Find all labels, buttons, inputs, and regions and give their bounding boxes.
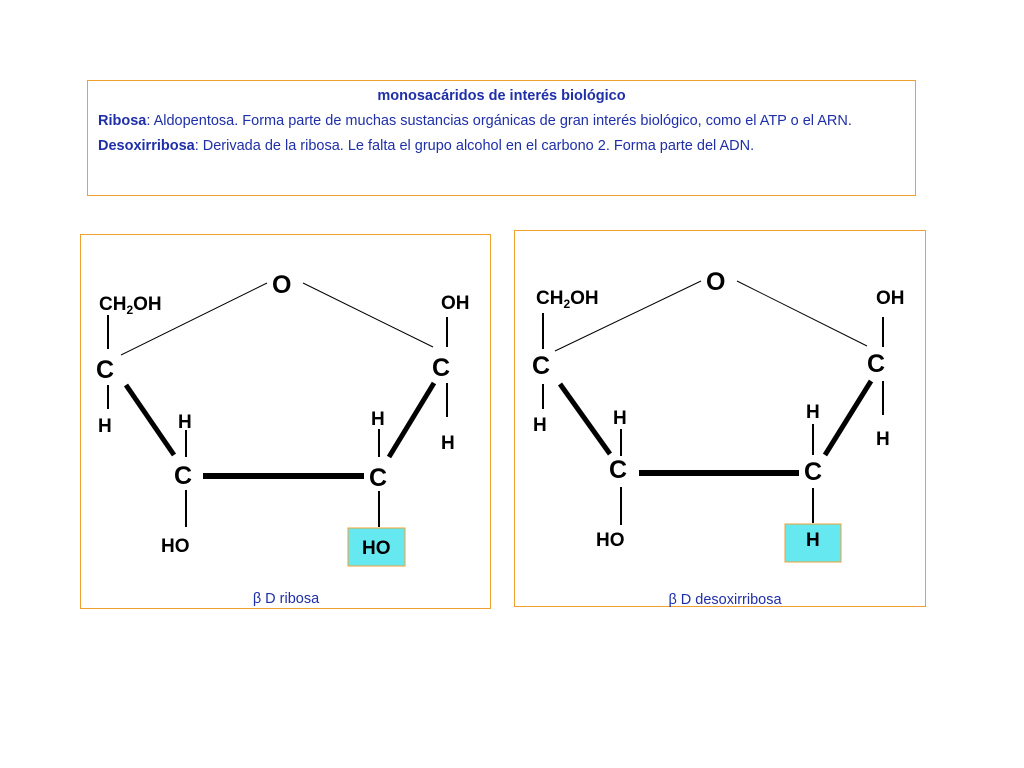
c2-hydrogen: H xyxy=(806,402,820,423)
desoxirribosa-term: Desoxirribosa xyxy=(98,138,195,154)
carbon-c3: C xyxy=(174,462,193,490)
ribosa-description xyxy=(98,112,905,131)
ring-oxygen: O xyxy=(706,268,726,296)
bond-c4-c3 xyxy=(560,384,610,454)
carbon-c4: C xyxy=(532,352,551,380)
info-title: monosacáridos de interés biológico xyxy=(377,88,626,104)
bond-c2-c1 xyxy=(389,383,434,457)
ribosa-term: Ribosa xyxy=(98,113,147,129)
bond-c2-c1 xyxy=(825,381,871,455)
c3-hydrogen: H xyxy=(178,412,192,433)
ribose-caption: β D ribosa xyxy=(252,591,320,607)
c2-hydrogen-substituent: H xyxy=(806,530,820,551)
c3-hydroxyl: HO xyxy=(596,530,625,551)
carbon-c2: C xyxy=(804,458,823,486)
desoxirribosa-description xyxy=(98,137,905,156)
c1-hydrogen: H xyxy=(876,429,890,450)
c3-hydroxyl: HO xyxy=(161,536,190,557)
c1-hydrogen: H xyxy=(441,433,455,454)
desoxirribosa-text: : Derivada de la ribosa. Le falta el grupo alcohol en el carbono 2. Forma parte del ADN. xyxy=(194,138,755,154)
info-box xyxy=(87,80,916,196)
deoxyribose-caption: β D desoxirribosa xyxy=(668,592,782,608)
c1-hydroxyl: OH xyxy=(441,293,470,314)
carbon-c2: C xyxy=(369,464,388,492)
carbon-c4: C xyxy=(96,356,115,384)
bond-o-c1 xyxy=(737,281,867,346)
carbon-c3: C xyxy=(609,456,628,484)
c1-hydroxyl: OH xyxy=(876,288,905,309)
c2-hydroxyl: HO xyxy=(362,538,391,559)
c2-hydrogen: H xyxy=(371,409,385,430)
deoxyribose-structure xyxy=(515,231,927,608)
c4-hydrogen: H xyxy=(533,415,547,436)
ribosa-text: : Aldopentosa. Forma parte de muchas sustancias orgánicas de gran interés biológico, como el ATP o el ARN. xyxy=(146,113,852,129)
deoxyribose-panel xyxy=(514,230,926,607)
c4-hydrogen: H xyxy=(98,416,112,437)
bond-c4-c3 xyxy=(126,385,174,455)
bond-o-c1 xyxy=(303,283,433,347)
ch2oh-label: $CH_2OH$ xyxy=(99,294,162,317)
c3-hydrogen: H xyxy=(613,408,627,429)
ring-oxygen: O xyxy=(272,271,292,299)
carbon-c1: C xyxy=(432,354,451,382)
ribose-panel xyxy=(80,234,491,609)
ch2oh-label: $CH_2OH$ xyxy=(536,288,599,311)
ribose-structure xyxy=(81,235,492,610)
carbon-c1: C xyxy=(867,350,886,378)
